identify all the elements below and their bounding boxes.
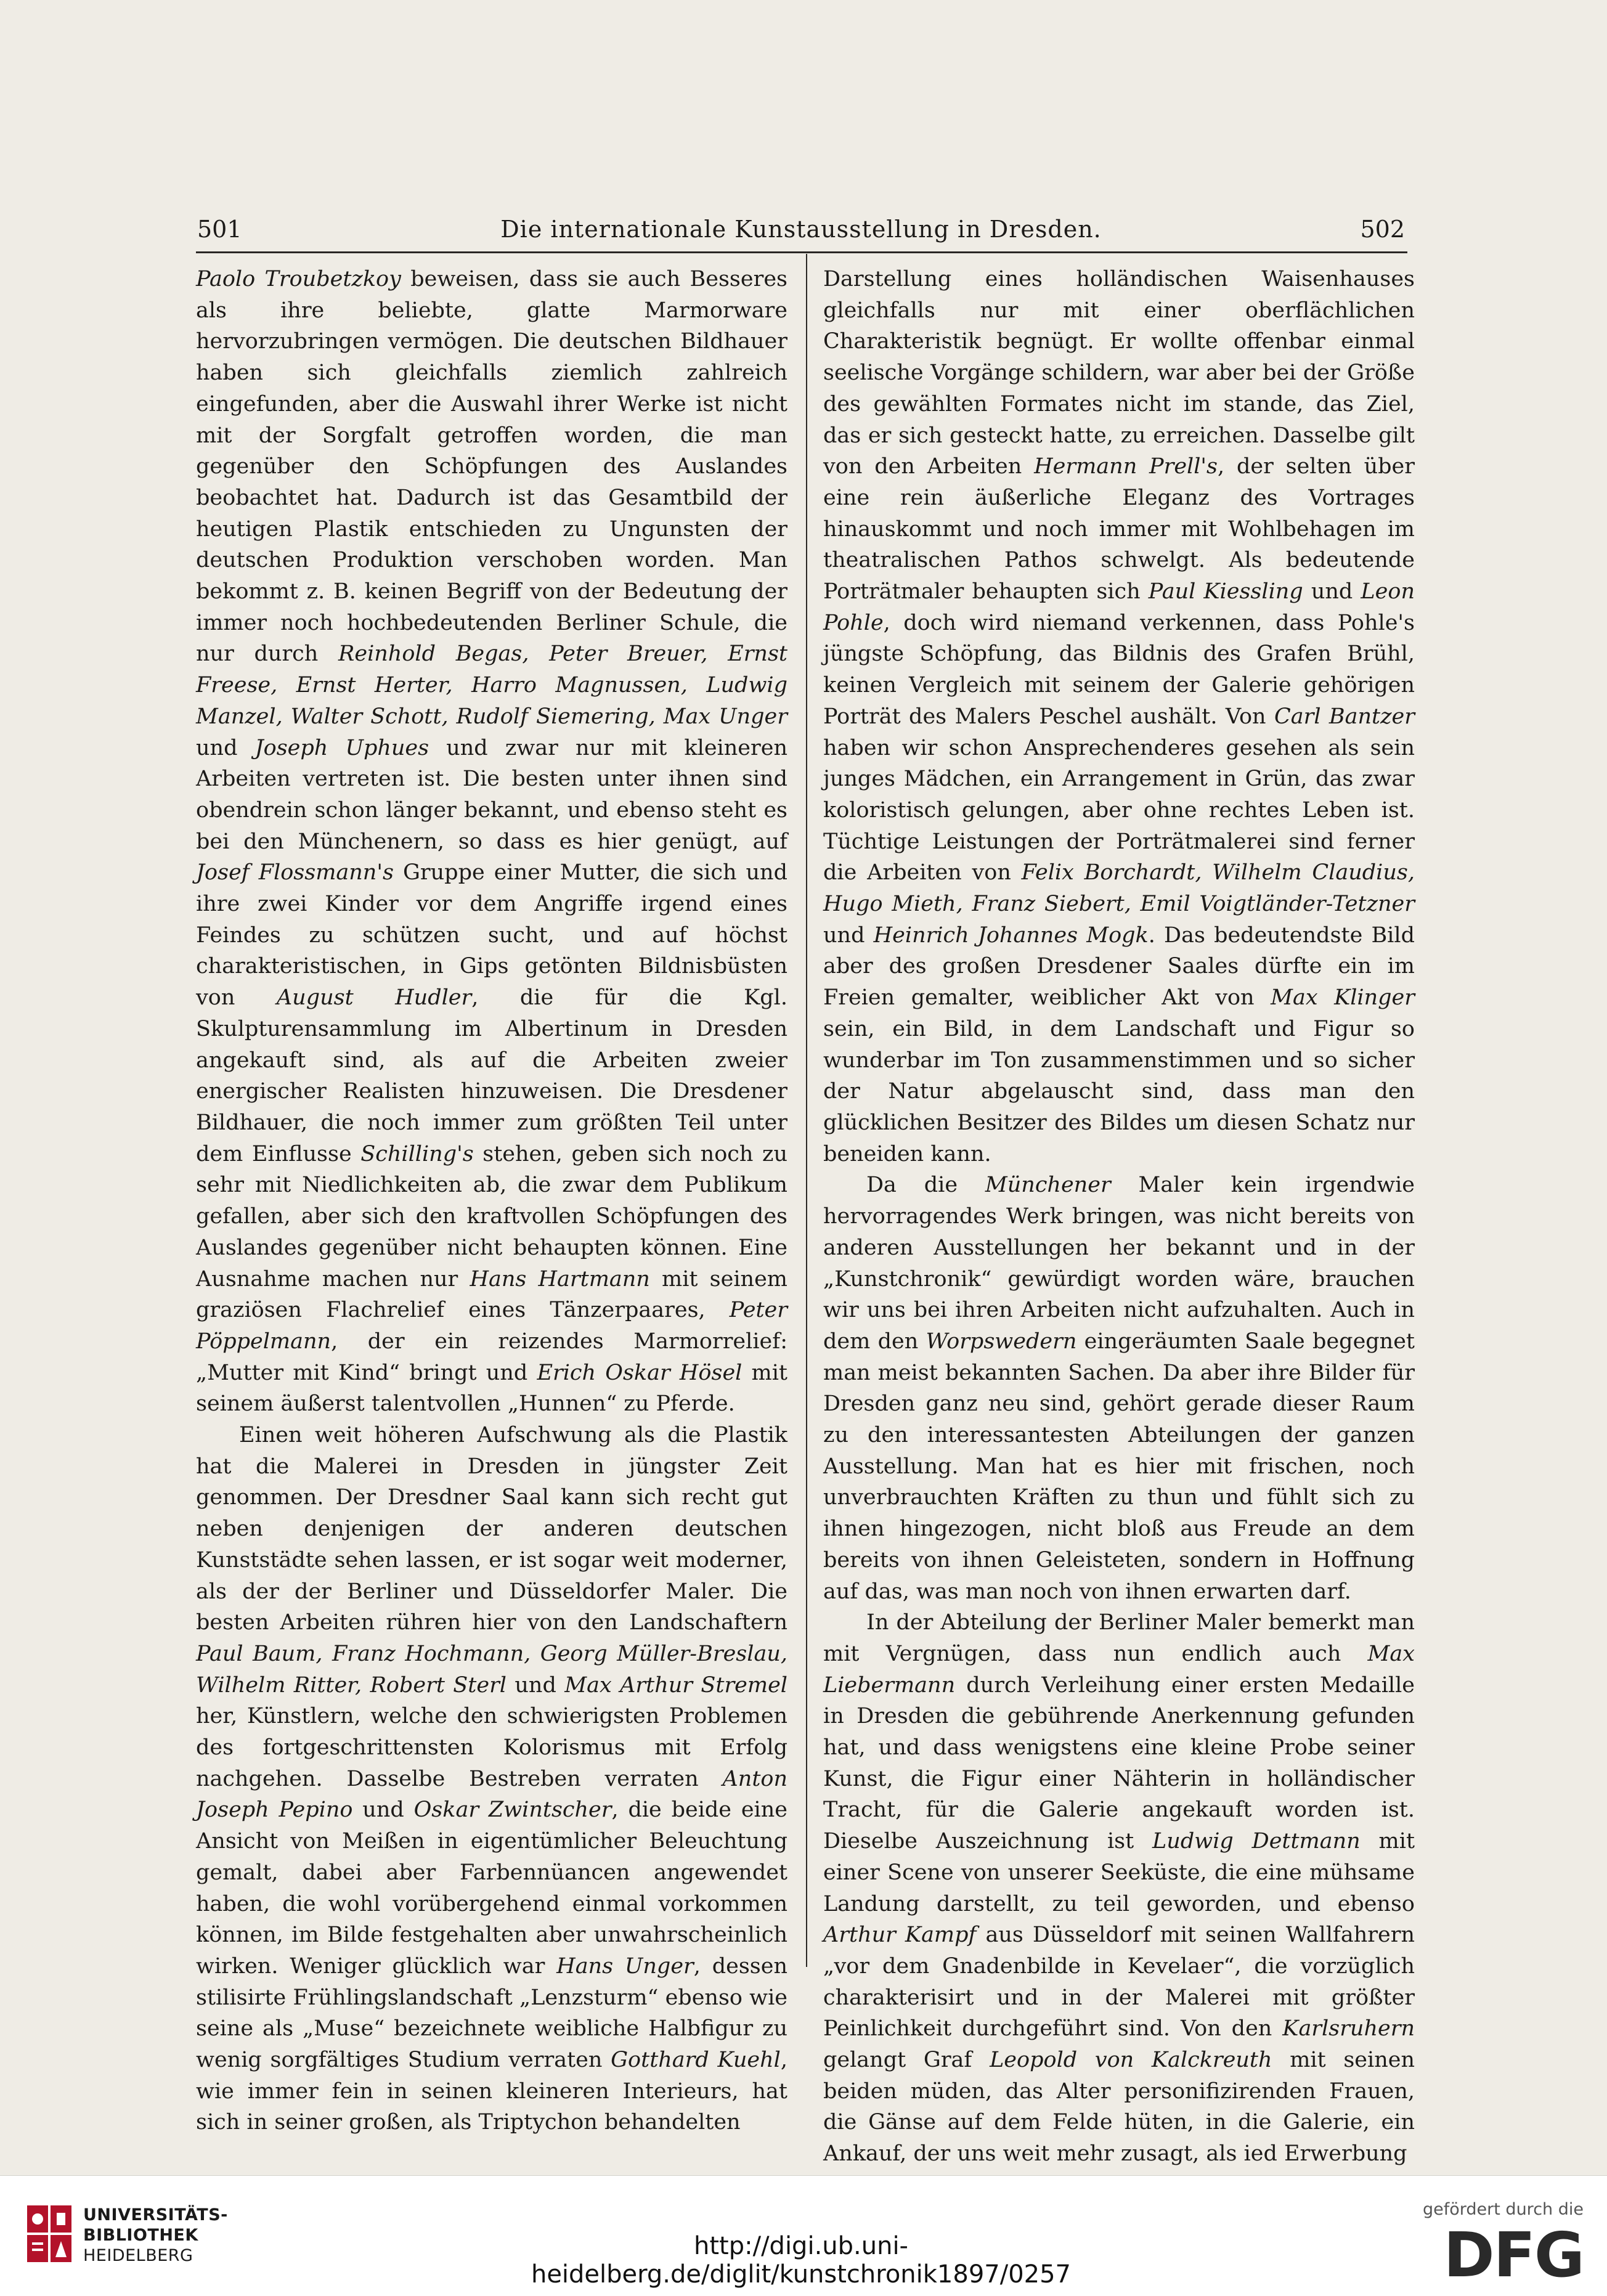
italic-name: Ludwig Dettmann (1152, 1829, 1361, 1854)
text-run: Einen weit höheren Aufschwung als die Plastik hat die Malerei in Dresden in jüngster Zeit genommen. Der Dresdner Saal kann sich recht gut neben denjenigen der anderen deutschen Kunststädte sehen lassen, er ist sogar weit moderner, als der der Berliner und Düsseldorfer Maler. Die besten Arbeiten rühren hier von den Landschaftern (196, 1423, 787, 1635)
italic-name: Joseph Uphues (254, 735, 429, 760)
text-run: sein, ein Bild, in dem Landschaft und Figur so wunderbar im Ton zusammenstimmen und so sicher der Natur abgelauscht sind, dass man den glücklichen Besitzer des Bildes um diesen Schatz nur beneiden kann. (823, 1016, 1415, 1166)
text-run: Da die (866, 1173, 985, 1198)
text-run: beweisen, dass sie auch Besseres als ihre beliebte, glatte Marmorware hervorzubringen vermögen. Die deutschen Bildhauer haben sich gleichfalls ziemlich zahlreich eingefunden, aber die Auswahl ihrer Werke ist nicht mit der Sorgfalt getroffen worden, die man gegenüber den Schöpfungen des Auslandes beobachtet hat. Dadurch ist das Gesamtbild der heutigen Plastik entschieden zu Ungunsten der deutschen Produktion verschoben worden. Man bekommt z. B. keinen Begriff von der Bedeutung der immer noch hochbedeutenden Berliner Schule, die nur durch (196, 267, 787, 667)
running-title: Die internationale Kunstausstellung in Dresden. (500, 216, 1102, 243)
text-run: mit seinen beiden müden, das Alter personifizirenden Frauen, die Gänse auf dem Felde hüten, in die Galerie, ein Ankauf, der uns weit mehr zusagt, als ied Erwerbung (823, 2048, 1415, 2167)
italic-name: Münchener (985, 1173, 1111, 1198)
text-run: haben wir schon Ansprechenderes gesehen als sein junges Mädchen, ein Arrangement in Grün, das zwar koloristisch gelungen, aber ohne rechtes Leben ist. Tüchtige Leistungen der Porträtmalerei sind ferner die Arbeiten von (823, 735, 1415, 885)
italic-name: Carl Bantzer (1274, 704, 1415, 729)
permalink-url[interactable]: http://digi.ub.uni-heidelberg.de/diglit/kunstchronik1897/0257 (531, 2232, 1072, 2289)
text-run: und (1303, 579, 1361, 605)
text-run: aus Düsseldorf mit seinen Wallfahrern „vor dem Gnadenbilde in Kevelaer“, die vorzüglich charakterisirt und in der Malerei mit größter Peinlichkeit durchgeführt sind. Von den (823, 1923, 1415, 2042)
text-run: gelangt Graf (823, 2048, 990, 2073)
library-logo-icon (25, 2203, 74, 2265)
paragraph (196, 264, 787, 1420)
italic-name: Hans Unger (556, 1953, 694, 1979)
text-run: und (352, 1797, 414, 1823)
italic-name: Anton Joseph Pepino (196, 1766, 787, 1823)
library-name-line-1: UNIVERSITÄTS- (83, 2205, 228, 2225)
italic-name: Felix Borchardt, Wilhelm Claudius, Hugo Mieth, Franz Siebert, Emil Voigtländer-Tetzner (823, 860, 1415, 917)
column-divider (806, 254, 807, 1967)
running-header (197, 203, 1405, 253)
text-run: mit seinem äußerst talentvollen „Hunnen“ zu Pferde. (196, 1360, 787, 1417)
library-name (83, 2205, 228, 2266)
text-run: , der selten über eine rein äußerliche Eleganz des Vortrages hinauskommt und noch immer mit Wohlbehagen im theatralischen Pathos schwelgt. Als bedeutende Porträtmaler behaupten sich (823, 454, 1415, 605)
text-run: und zwar nur mit kleineren Arbeiten vertreten ist. Die besten unter ihnen sind obendrein schon länger bekannt, und ebenso steht es bei den Münchenern, so dass es hier genügt, auf (196, 735, 787, 854)
text-run: mit seinem graziösen Flachrelief eines Tänzerpaares, (196, 1266, 787, 1323)
italic-name: Josef Flossmann's (196, 860, 394, 885)
text-run: Maler kein irgendwie hervorragendes Werk bringen, was nicht bereits von anderen Ausstellungen her bekannt und in der „Kunstchronik“ gewürdigt worden wäre, brauchen wir uns bei ihren Arbeiten nicht aufzuhalten. Auch in dem den (823, 1173, 1415, 1354)
italic-name: Hermann Prell's (1034, 454, 1218, 479)
text-run: und (823, 922, 874, 948)
left-column (196, 264, 787, 2138)
text-run: , die für die Kgl. Skulpturensammlung im Albertinum in Dresden angekauft sind, als auf die Arbeiten zweier energischer Realisten hinzuweisen. Die Dresdener Bildhauer, die noch immer zum größten Teil unter dem Einflusse (196, 985, 787, 1166)
paragraph (823, 1170, 1415, 1607)
text-run: her, Künstlern, welche den schwierigsten Problemen des fortgeschrittensten Kolorismus mit Erfolg nachgehen. Dasselbe Bestreben verraten (196, 1704, 787, 1791)
text-run: . Das bedeutendste Bild aber des großen Dresdener Saales dürfte ein im Freien gemalter, weiblicher Akt von (823, 922, 1415, 1011)
italic-name: Paolo Troubetzkoy (196, 267, 401, 291)
italic-name: Leopold von Kalckreuth (990, 2048, 1272, 2073)
page-number-right: 502 (1360, 216, 1405, 243)
text-run: mit einer Scene von unserer Seeküste, die eine mühsame Landung darstellt, zu teil geworden, und ebenso (823, 1829, 1415, 1916)
text-run: , doch wird niemand verkennen, dass Pohle's jüngste Schöpfung, das Bildnis des Grafen Brühl, keinen Vergleich mit seinem der Galerie gehörigen Porträt des Malers Peschel aushält. Von (823, 610, 1415, 729)
italic-name: Worpswedern (926, 1329, 1077, 1354)
italic-name: Peter Pöppelmann (196, 1298, 787, 1354)
paragraph (196, 1420, 787, 2138)
text-run: und (196, 735, 255, 760)
text-run: eingeräumten Saale begegnet man meist bekannten Sachen. Da aber ihre Bilder für Dresden ganz neu sind, gehört gerade dieser Raum zu den interessantesten Abteilungen der ganzen Ausstellung. Man hat es hier mit frischen, noch unverbrauchten Kräften zu thun und fühlt sich zu ihnen hingezogen, nicht bloß aus Freude an dem bereits von ihnen Geleisteten, sondern in Hoffnung auf das, was man noch von ihnen erwarten darf. (823, 1329, 1415, 1604)
text-run: , dessen stilisirte Frühlingslandschaft „Lenzsturm“ ebenso wie seine als „Muse“ bezeichnete weibliche Halbfigur zu wenig sorgfältiges Studium verraten (196, 1953, 787, 2073)
text-run: , der ein reizendes Marmorrelief: „Mutter mit Kind“ bringt und (196, 1329, 787, 1385)
italic-name: Reinhold Begas, Peter Breuer, Ernst Freese, Ernst Herter, Harro Magnussen, Ludwig Manzel, Walter Schott, Rudolf Siemering, Max Unger (196, 641, 787, 729)
italic-name: Hans Hartmann (470, 1266, 650, 1292)
italic-name: Max Klinger (1271, 985, 1415, 1011)
text-run: durch Verleihung einer ersten Medaille in Dresden die gebührende Anerkennung gefunden hat, und dass wenigstens eine kleine Probe seiner Kunst, die Figur einer Nähterin in holländischer Tracht, für die Galerie angekauft worden ist. Dieselbe Auszeichnung ist (823, 1672, 1415, 1854)
italic-name: Oskar Zwintscher (413, 1797, 612, 1823)
text-run: Gruppe einer Mutter, die sich und ihre zwei Kinder vor dem Angriffe irgend eines Feindes zu schützen sucht, und auf höchst charakteristischen, in Gips getönten Bildnisbüsten von (196, 860, 787, 1011)
italic-name: Karlsruhern (1282, 2016, 1415, 2042)
italic-name: Gotthard Kuehl (611, 2048, 781, 2073)
paragraph (823, 264, 1415, 1170)
page-number-left: 501 (197, 216, 242, 243)
italic-name: Max Arthur Stremel (564, 1672, 787, 1698)
italic-name: Arthur Kampf (823, 1923, 977, 1948)
library-name-line-3: HEIDELBERG (83, 2246, 193, 2265)
italic-name: Paul Kiessling (1148, 579, 1303, 605)
text-run: Darstellung eines holländischen Waisenhauses gleichfalls nur mit einer oberflächlichen Charakteristik begnügt. Er wollte offenbar einmal seelische Vorgänge schildern, war aber bei der Größe des gewählten Formates nicht im stande, das Ziel, das er sich gesteckt hatte, zu erreichen. Dasselbe gilt von den Arbeiten (823, 267, 1415, 479)
italic-name: Erich Oskar Hösel (537, 1360, 742, 1385)
text-run: und (507, 1672, 565, 1698)
text-run: In der Abteilung der Berliner Maler bemerkt man mit Vergnügen, dass nun endlich auch (823, 1610, 1415, 1666)
italic-name: Paul Baum, Franz Hochmann, Georg Müller-Breslau, Wilhelm Ritter, Robert Sterl (196, 1641, 787, 1698)
italic-name: Leon Pohle (823, 579, 1415, 635)
library-name-line-2: BIBLIOTHEK (83, 2226, 198, 2245)
italic-name: Heinrich Johannes Mogk (873, 922, 1149, 948)
text-run: , wie immer fein in seinen kleineren Interieurs, hat sich in seiner großen, als Triptychon behandelten (196, 2048, 787, 2135)
italic-name: August Hudler (276, 985, 472, 1011)
dfg-logo: DFG (1443, 2219, 1584, 2291)
funding-note: gefördert durch die (1423, 2200, 1584, 2219)
header-rule (196, 251, 1407, 253)
text-run: , die beide eine Ansicht von Meißen in eigentümlicher Beleuchtung gemalt, dabei aber Farbennüancen angewendet haben, die wohl vorübergehend einmal vorkommen können, im Bilde festgehalten aber unwahrscheinlich wirken. Weniger glücklich war (196, 1797, 788, 1979)
text-run: stehen, geben sich noch zu sehr mit Niedlichkeiten ab, die zwar dem Publikum gefallen, aber sich den kraftvollen Schöpfungen des Auslandes gegenüber nicht behaupten können. Eine Ausnahme machen nur (196, 1141, 787, 1292)
italic-name: Schilling's (360, 1141, 474, 1166)
right-column (823, 264, 1415, 2170)
paragraph (823, 1607, 1415, 2170)
italic-name: Max Liebermann (823, 1641, 1415, 1698)
